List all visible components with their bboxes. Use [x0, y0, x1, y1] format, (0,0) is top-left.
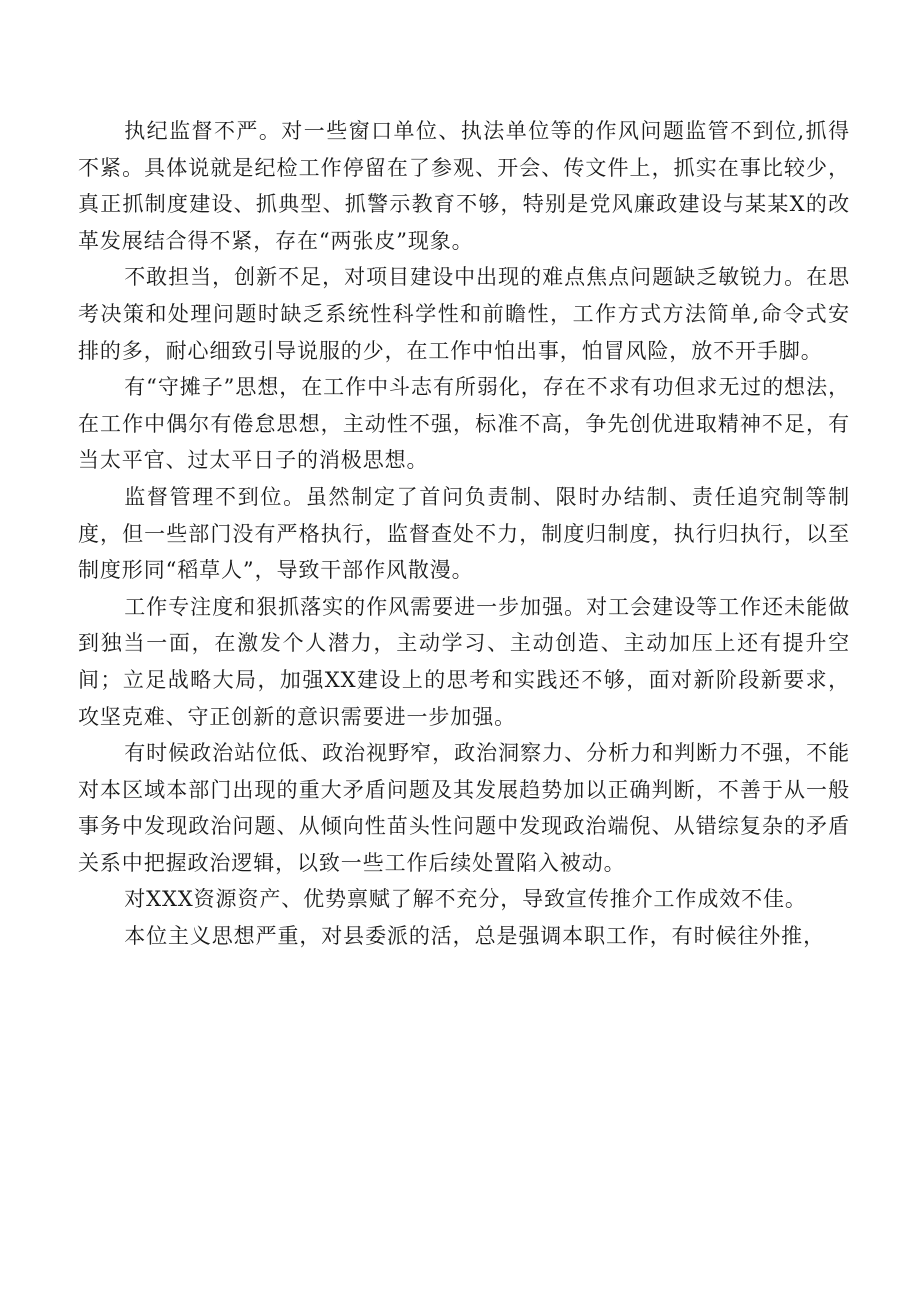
paragraph-resource-knowledge: 对XXX资源资产、优势禀赋了解不充分，导致宣传推介工作成效不佳。: [124, 887, 807, 912]
paragraph-management-oversight: 监督管理不到位。虽然制定了首问负责制、限时办结制、责任追究制等制度，但一些部门没有严格执行，监督查处不力，制度归制度，执行归执行，以至制度形同“稻草人”，导致干部作风散漫。: [78, 484, 850, 583]
document-body: [78, 113, 850, 955]
paragraph-work-focus: 工作专注度和狠抓落实的作风需要进一步加强。对工会建设等工作还未能做到独当一面，在激发个人潜力，主动学习、主动创造、主动加压上还有提升空间；立足战略大局，加强XX建设上的思考和实践还不够，面对新阶段新要求，攻坚克难、守正创新的意识需要进一步加强。: [78, 594, 850, 729]
paragraph-departmentalism: 本位主义思想严重，对县委派的活，总是强调本职工作，有时候往外推，: [124, 924, 825, 949]
paragraph-complacency: 有“守摊子”思想，在工作中斗志有所弱化，存在不求有功但求无过的想法，在工作中偶尔有倦怠思想，主动性不强，标准不高，争先创优进取精神不足，有当太平官、过太平日子的消极思想。: [78, 375, 850, 473]
paragraph-political-stance: 有时候政治站位低、政治视野窄，政治洞察力、分析力和判断力不强，不能对本区域本部门出现的重大矛盾问题及其发展趋势加以正确判断，不善于从一般事务中发现政治问题、从倾向性苗头性问题中发现政治端倪、从错综复杂的矛盾关系中把握政治逻辑，以致一些工作后续处置陷入被动。: [78, 741, 850, 875]
paragraph-responsibility-innovation: 不敢担当，创新不足，对项目建设中出现的难点焦点问题缺乏敏锐力。在思考决策和处理问题时缺乏系统性科学性和前瞻性，工作方式方法简单,命令式安排的多，耐心细致引导说服的少，在工作中怕出事，怕冒风险，放不开手脚。: [78, 265, 850, 363]
paragraph-discipline-supervision: 执纪监督不严。对一些窗口单位、执法单位等的作风问题监管不到位,抓得不紧。具体说就是纪检工作停留在了参观、开会、传文件上，抓实在事比较少，真正抓制度建设、抓典型、抓警示教育不够，特别是党风廉政建设与某某X的改革发展结合得不紧，存在“两张皮”现象。: [78, 119, 850, 253]
